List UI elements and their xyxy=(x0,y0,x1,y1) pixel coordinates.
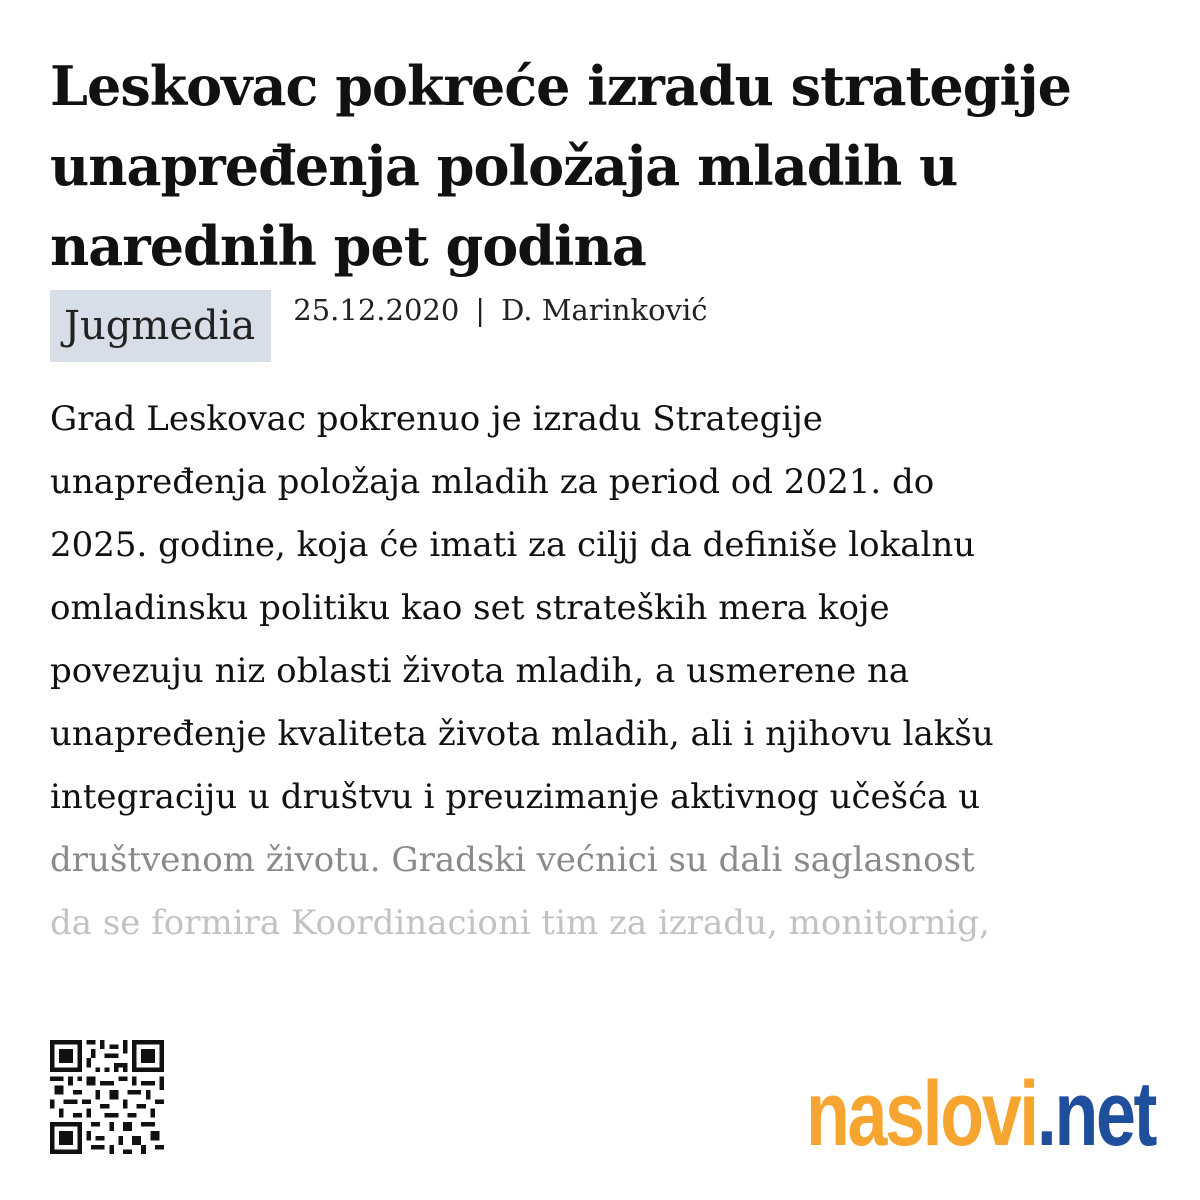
meta-separator: | xyxy=(475,293,486,327)
article-meta xyxy=(50,290,707,362)
body-line: omladinsku politiku kao set strateških mera koje xyxy=(50,588,890,628)
body-line: unapređenje kvaliteta života mladih, ali i njihovu lakšu xyxy=(50,714,994,754)
body-line: unapređenja položaja mladih za period od 2021. do xyxy=(50,462,935,502)
qr-code-icon[interactable] xyxy=(50,1040,164,1154)
logo-text-net: .net xyxy=(1036,1063,1156,1165)
source-badge[interactable]: Jugmedia xyxy=(50,290,271,362)
article-byline xyxy=(293,274,707,346)
article-author: D. Marinković xyxy=(501,293,708,327)
body-line-faded: društvenom životu. Gradski većnici su dali saglasnost xyxy=(50,840,975,880)
naslovi-logo[interactable] xyxy=(806,1064,1155,1164)
article-body xyxy=(50,388,1160,955)
body-line-faded: da se formira Koordinacioni tim za izradu, monitornig, xyxy=(50,903,990,943)
article-title: Leskovac pokreće izradu strategije unapređenja položaja mladih u narednih pet godina xyxy=(50,54,1071,278)
logo-text-naslovi: naslovi xyxy=(806,1063,1037,1165)
body-line: Grad Leskovac pokrenuo je izradu Strategije xyxy=(50,399,823,439)
body-line: integraciju u društvu i preuzimanje aktivnog učešća u xyxy=(50,777,981,817)
body-line: povezuju niz oblasti života mladih, a usmerene na xyxy=(50,651,910,691)
article-date: 25.12.2020 xyxy=(293,293,460,327)
body-line: 2025. godine, koja će imati za ciljj da definiše lokalnu xyxy=(50,525,976,565)
